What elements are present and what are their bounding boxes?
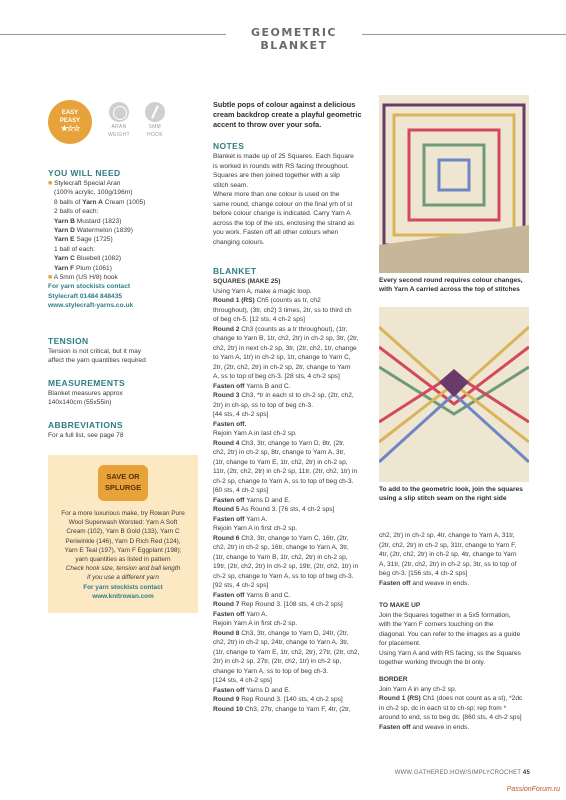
knitrowan-link[interactable]: www.knitrowan.com <box>92 592 154 600</box>
watermark: PassionForum.ru <box>506 786 560 793</box>
bullet-icon: ■ <box>48 274 53 282</box>
blanket-photo-illustration <box>379 307 529 482</box>
header-rule-left <box>0 34 226 35</box>
border-section: BORDER Join Yarn A in any ch-2 sp. Round 1 (RS) Ch1 (does not count as a st), *2dc in ch-2 sp, dc in each st to ch-sp; rep from * around to end, ss to beg dc. [860 sts, 4 ch-2 sps] Fasten off and weave in ends. <box>379 676 523 731</box>
page-footer <box>0 770 530 776</box>
difficulty-stars: ★☆☆ <box>60 124 80 133</box>
header-rule-right <box>362 34 566 35</box>
save-or-splurge-badge: SAVE OR SPLURGE <box>98 465 148 501</box>
hook-size-badge: 5MM HOOK <box>140 102 170 138</box>
difficulty-badges <box>48 100 168 148</box>
measurements-section: MEASUREMENTS Blanket measures approx 140x140cm (55x55in) <box>48 378 126 407</box>
intro-text: Subtle pops of colour against a delicious cream backdrop create a playful geometric accent to throw over your sofa. <box>213 100 362 129</box>
easy-peasy-badge: EASY PEASY ★☆☆ <box>48 100 92 144</box>
yarn-ball-icon <box>109 102 129 122</box>
blanket-section: BLANKET SQUARES (MAKE 25) Using Yarn A, make a magic loop. Round 1 (RS) Ch5 (counts as tr, ch2 throughout), (3tr, ch2) 3 times, 2tr, ss to third ch of beg ch-5. [12 sts, 4 ch-2 sps] Round 2 Ch3 (counts as a tr throughout), (1tr, change to Yarn B, 1tr, ch2, 2tr) in ch-2 sp, 3tr, (2tr, ch2, 2tr) in next ch-2 sp, 3tr, (2tr, ch2, 1tr, change to Yarn A, 1tr) in ch-2 sp, 1tr, change to Yarn C, 2tr, (2tr, ch2, 2tr) in ch-2 sp, 2tr, change to Yarn A, ss to top of beg ch-3. [28 sts, 4 ch-2 sps] Fasten off Yarns B and C. Round 3 Ch3, *tr in each st to ch-2 sp, (2tr, ch2, 2tr) in ch-sp, ss to top of beg ch-3. [44 sts, 4 ch-2 sps] Fasten off. Rejoin Yarn A in last ch-2 sp. Round 4 Ch3, 3tr, change to Yarn D, 8tr, (2tr, ch2, 2tr) in ch-2 sp, 8tr, change to Yarn A, 3tr, (1tr, change to Yarn E, 1tr, ch2, 2tr) in ch-2 sp, 11tr, (2tr, ch2, 2tr) in ch-2 sp, 11tr, (2tr, ch2, 1tr) in ch-2 sp, change to Yarn A, ss to top of beg ch-3. [60 sts, 4 ch-2 sps] Fasten off Yarns D and E. Round 5 As Round 3. [76 sts, 4 ch-2 sps] Fasten off Yarn A. Rejoin Yarn A in first ch-2 sp. Round 6 Ch3, 3tr, change to Yarn C, 16tr, (2tr, ch2, 2tr) in ch-2 sp, 16tr, change to Yarn A, 3tr, (1tr, change to Yarn B, 1tr, ch2, 2tr) in ch-2 sp, 19tr, (2tr, ch2, 2tr) in ch-2 sp, 19tr, (2tr, ch2, 1tr) in ch-2 sp, change to Yarn A, ss to top of beg ch-3. [92 sts, 4 ch-2 sps] Fasten off Yarns B and C. Round 7 Rep Round 3. [108 sts, 4 ch-2 sps] Fasten off Yarn A. Rejoin Yarn A in first ch-2 sp. Round 8 Ch3, 3tr, change to Yarn D, 24tr, (2tr, ch2, 2tr) in ch-2 sp, 24tr, change to Yarn A, 3tr, (1tr, change to Yarn E, 1tr, ch2, 2tr), 27tr, (2tr, ch2, 2tr) in ch-2 sp, 27tr, (2tr, ch2, 1tr) in ch-2 sp, change to Yarn A, ss to top of beg ch-3. [124 sts, 4 ch-2 sps] Fasten off Yarns D and E. Round 9 Rep Round 3. [140 sts, 4 ch-2 sps] Round 10 Ch3, 27tr, change to Yarn F, 4tr, (2tr, <box>213 266 360 713</box>
make-up-section: TO MAKE UP Join the Squares together in a 5x5 formation, with the Yarn F corners touching on the diagonal. You can refer to the images as a guide for placement. Using Yarn A and with RS facing, ss the Squares together working through the bl only. <box>379 602 521 666</box>
abbreviations-section: ABBREVIATIONS For a full list, see page 78 <box>48 420 124 439</box>
you-will-need-section: YOU WILL NEED ■ Stylecraft Special Aran (100% acrylic, 100g/196m) 8 balls of Yarn A Cream (1005) 2 balls of each: Yarn B Mustard (1823) Yarn D Watermelon (1839) Yarn E Sage (1725) 1 ball of each: Yarn C Bluebell (1082) Yarn F Plum (1061) ■ A 5mm (US H/8) hook For yarn stockists contact Stylecraft 01484 848435 www.stylecraft-yarns.co.uk <box>48 168 198 311</box>
blanket-photo-bottom <box>379 307 529 482</box>
photo-caption-2: To add to the geometric look, join the squares using a slip stitch seam on the right side <box>379 486 523 502</box>
blanket-photo-illustration <box>379 95 529 273</box>
yarn-weight-badge: ARAN WEIGHT <box>104 102 134 138</box>
bullet-icon: ■ <box>48 180 53 187</box>
page-number: 45 <box>522 770 530 776</box>
page-header <box>0 22 566 52</box>
stylecraft-link[interactable]: www.stylecraft-yarns.co.uk <box>48 302 134 310</box>
save-or-splurge-box <box>48 455 198 613</box>
photo-caption-1: Every second round requires colour changes, with Yarn A carried across the top of stitches <box>379 277 523 293</box>
blanket-photo-top <box>379 95 529 273</box>
splurge-text: For a more luxurious make, try Rowan Pure Wool Superwash Worsted: Yarn A Soft Cream (102), Yarn B Gold (133), Yarn C Periwinkle (146), Yarn D Rich Red (124), Yarn E Teal (197), Yarn F Eggplant (198); yarn quantities as listed in pattern Check hook size, tension and ball length if you use a different yarn For yarn stockists contact www.knitrowan.com <box>54 509 192 601</box>
section-heading: YOU WILL NEED <box>48 168 121 178</box>
footer-url[interactable]: WWW.GATHERED.HOW/SIMPLYCROCHET <box>394 770 522 776</box>
page-title: GEOMETRIC BLANKET <box>251 26 337 52</box>
tension-section: TENSION Tension is not critical, but it may affect the yarn quantities required <box>48 336 146 365</box>
crochet-hook-icon <box>145 102 165 122</box>
round-10-continued: ch2, 2tr) in ch-2 sp, 4tr, change to Yarn A, 31tr, (2tr, ch2, 2tr) in ch-2 sp, 31tr, change to Yarn F, 4tr, (2tr, ch2, 2tr) in ch-2 sp, 4tr, change to Yarn A, 31tr, (2tr, ch2, 2tr) in ch-2 sp, 3tr, ss to top of beg ch-3. [156 sts, 4 ch-2 sps] Fasten off and weave in ends. <box>379 532 517 587</box>
notes-section: NOTES Blanket is made up of 25 Squares. Each Square is worked in rounds with RS facing throughout. Squares are then joined together with a slip stitch seam. Where more than one colour is used on the same round, change colour on the final yrh of st before colour change is indicated. Carry Yarn A across the top of the sts, enclosing the strand as you work. Fasten off all other colours when changing colours. <box>213 141 355 246</box>
